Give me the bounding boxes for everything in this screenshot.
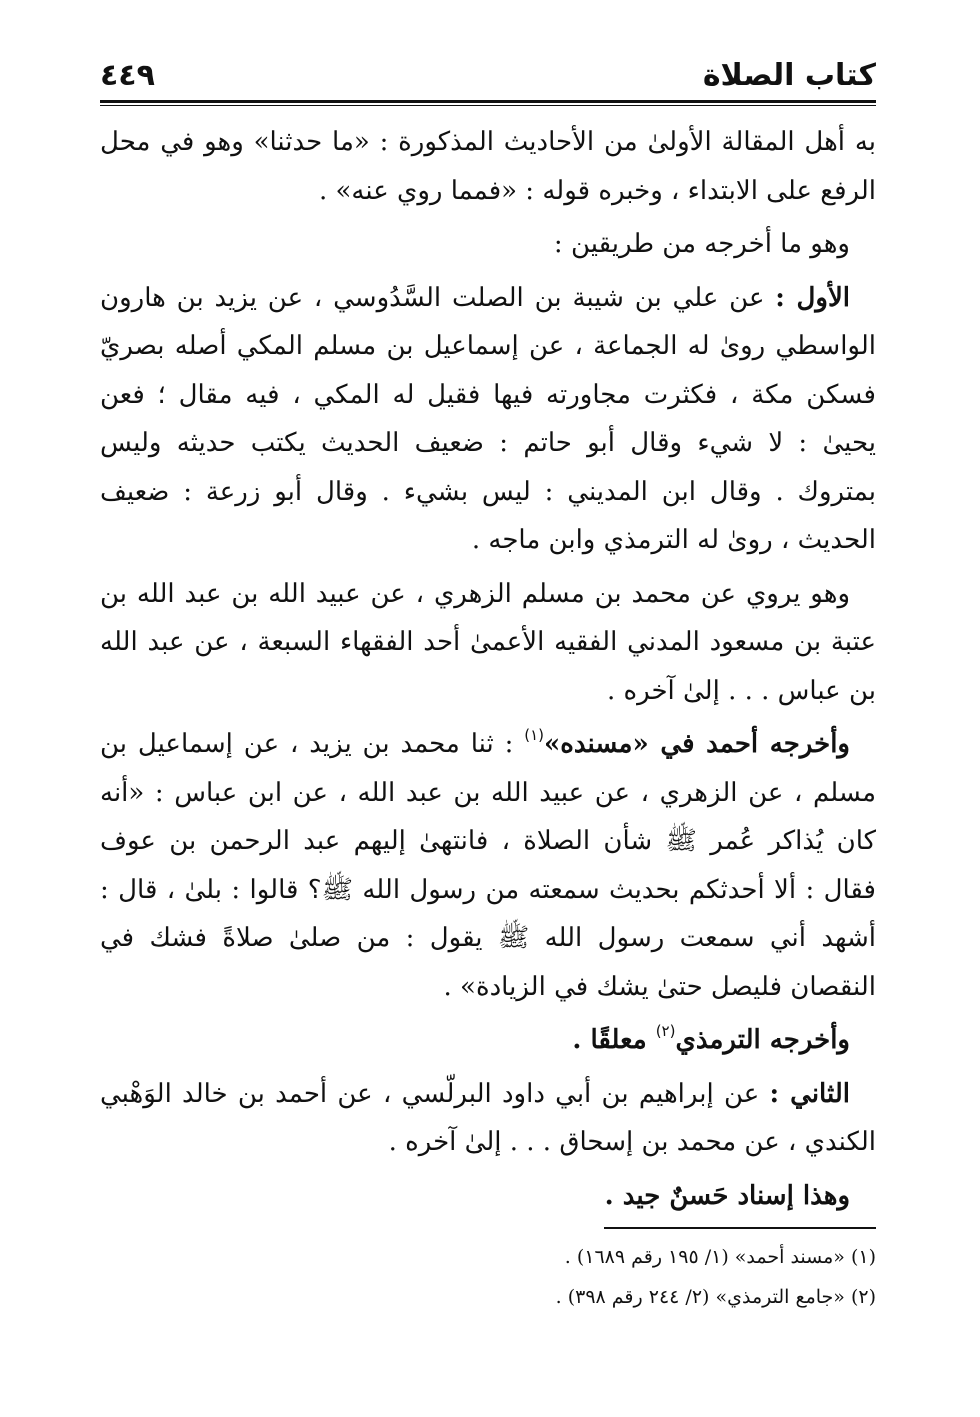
paragraph-text: به أهل المقالة الأولىٰ من الأحاديث المذكورة : «ما حدثنا» وهو في محل الرفع على الابتداء ، وخبره قوله : «فمما روي عنه» . (100, 127, 876, 206)
paragraph-text: معلقًا . (572, 1025, 656, 1055)
footnote-separator (604, 1227, 876, 1229)
paragraph-text: عن علي بن شيبة بن الصلت السَّدُوسي ، عن يزيد بن هارون الواسطي روىٰ له الجماعة ، عن إسماعيل بن مسلم المكي أصله بصريّ فسكن مكة ، فكثرت مجاورته فيها فقيل له المكي ، فيه مقال ؛ فعن يحيىٰ : لا شيء وقال أبو حاتم : ضعيف الحديث يكتب حديثه وليس بمتروك . وقال ابن المديني : ليس بشيء . وقال أبو زرعة : ضعيف الحديث ، روىٰ له الترمذي وابن ماجه . (100, 282, 876, 555)
chapter-title: كتاب الصلاة (702, 58, 876, 93)
paragraph-lead: الثاني : (769, 1078, 850, 1109)
paragraph-lead: وأخرجه الترمذي (675, 1025, 850, 1055)
paragraph-text: وهو يروي عن محمد بن مسلم الزهري ، عن عبيد الله بن عبد الله بن عتبة بن مسعود المدني الفقيه الأعمىٰ أحد الفقهاء السبعة ، عن عبد الله بن عباس . . . إلىٰ آخره . (100, 578, 876, 706)
header-rule-thin (100, 105, 876, 106)
paragraph-2 (100, 220, 876, 269)
paragraph-text: وهو ما أخرجه من طريقين : (553, 229, 850, 259)
main-text (100, 118, 876, 1220)
footnote-2: (٢) «جامع الترمذي» (٢/ ٢٤٤ رقم ٣٩٨) . (555, 1286, 876, 1308)
running-header (100, 52, 876, 96)
footnote-ref-2: (٢) (655, 1022, 676, 1040)
paragraph-3 (100, 274, 876, 565)
paragraph-4 (100, 570, 876, 716)
footnote-ref-1: (١) (524, 726, 544, 744)
paragraph-lead: الأول : (775, 282, 851, 313)
book-page (100, 52, 876, 1372)
paragraph-8 (100, 1172, 876, 1221)
paragraph-6 (100, 1016, 876, 1065)
footnotes (100, 1237, 876, 1317)
paragraph-5 (100, 720, 876, 1011)
page-number: ٤٤٩ (100, 58, 155, 93)
paragraph-text: : ثنا محمد بن يزيد ، عن إسماعيل بن مسلم ، عن الزهري ، عن عبيد الله بن عبد الله ، عن ابن عباس : «أنه كان يُذاكر عُمر ﷺ شأن الصلاة ، فانتهىٰ إليهم عبد الرحمن بن عوف فقال : ألا أحدثكم بحديث سمعته من رسول الله ﷺ؟ قالوا : بلىٰ ، قال : أشهد أني سمعت رسول الله ﷺ يقول : من صلىٰ صلاةً فشك في النقصان فليصل حتىٰ يشك في الزيادة» . (100, 729, 876, 1002)
paragraph-text: عن إبراهيم بن أبي داود البرلّسي ، عن أحمد بن خالد الوَهْبي الكندي ، عن محمد بن إسحاق . . . إلىٰ آخره . (100, 1078, 876, 1157)
paragraph-lead: وهذا إسناد حَسنٌ جيد . (604, 1180, 850, 1211)
footnote-1: (١) «مسند أحمد» (١/ ١٩٥ رقم ١٦٨٩) . (564, 1246, 876, 1268)
paragraph-7 (100, 1070, 876, 1167)
paragraph-lead: وأخرجه أحمد في «مسنده» (544, 729, 850, 759)
header-rule (100, 100, 876, 103)
paragraph-1 (100, 118, 876, 215)
